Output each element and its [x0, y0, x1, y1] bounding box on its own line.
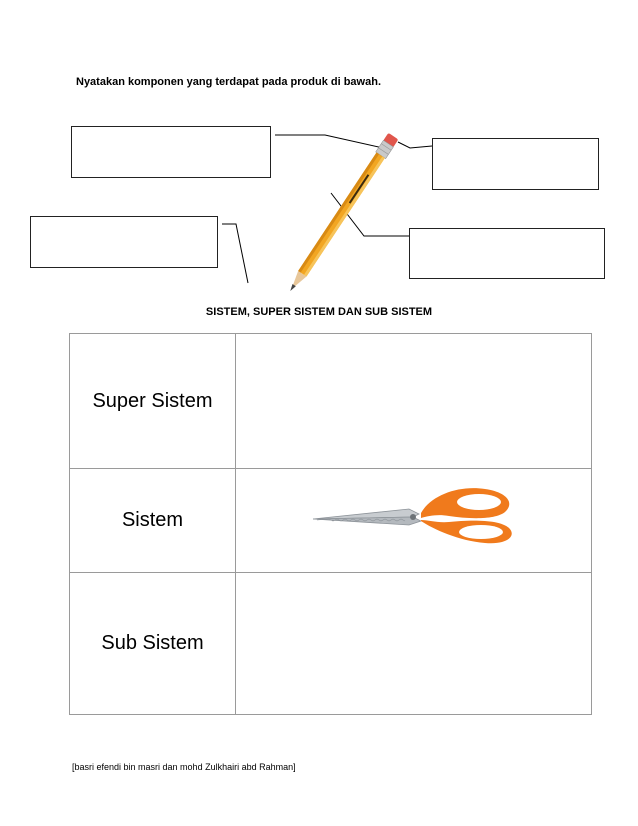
- table-row: [70, 573, 592, 715]
- scissors-image: [309, 483, 519, 553]
- label-sistem: Sistem: [70, 469, 236, 573]
- leader-line-tip: [222, 224, 248, 283]
- footer-credit: [basri efendi bin masri dan mohd Zulkhairi abd Rahman]: [72, 762, 296, 772]
- label-sub-sistem: Sub Sistem: [70, 573, 236, 715]
- instruction-text: Nyatakan komponen yang terdapat pada produk di bawah.: [76, 76, 382, 88]
- pencil-diagram: [0, 0, 638, 300]
- scissors-cell: [236, 469, 592, 573]
- table-row: [70, 334, 592, 469]
- section-title: SISTEM, SUPER SISTEM DAN SUB SISTEM: [205, 306, 433, 318]
- table-row: [70, 469, 592, 573]
- system-table: [69, 333, 592, 715]
- leader-line-eraser-left: [275, 135, 383, 148]
- pencil-image: [286, 133, 399, 295]
- label-super-sistem: Super Sistem: [70, 334, 236, 469]
- answer-cell-super-sistem[interactable]: [236, 334, 592, 469]
- leader-line-eraser-right: [398, 142, 432, 148]
- answer-cell-sub-sistem[interactable]: [236, 573, 592, 715]
